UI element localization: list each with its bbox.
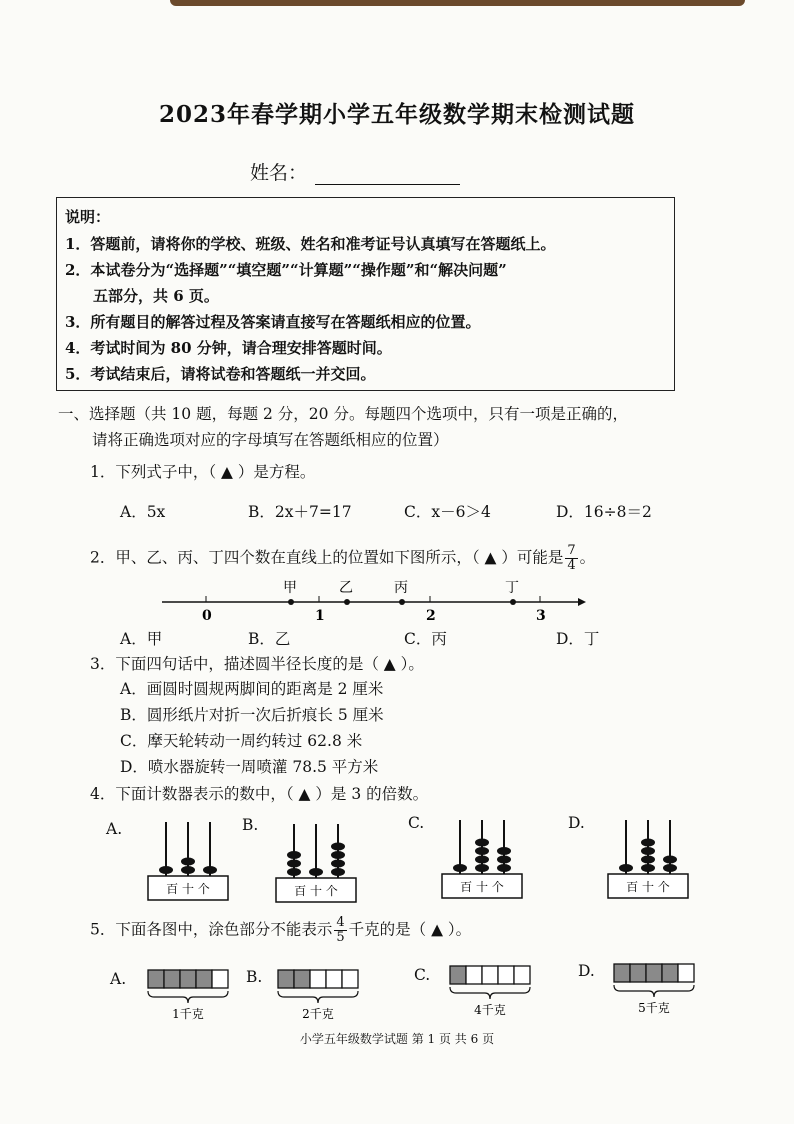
number-line bbox=[150, 574, 590, 626]
q4-label-c[interactable]: C. bbox=[408, 814, 425, 832]
point-ding bbox=[510, 599, 516, 605]
abacus-bead bbox=[181, 858, 195, 866]
abacus-bead bbox=[475, 847, 489, 855]
abacus-d bbox=[606, 816, 690, 902]
abacus-bead bbox=[475, 839, 489, 847]
bar-cell bbox=[678, 964, 694, 982]
q3-option-a[interactable]: A．画圆时圆规两脚间的距离是 2 厘米 bbox=[120, 680, 384, 698]
q3-option-d[interactable]: D．喷水器旋转一周喷灌 78.5 平方米 bbox=[120, 758, 379, 776]
instruction-item: 5．考试结束后，请将试卷和答题纸一并交回。 bbox=[65, 365, 376, 383]
q2-fraction bbox=[565, 544, 577, 573]
abacus-bead bbox=[309, 868, 323, 876]
bar-cell bbox=[148, 970, 164, 988]
abacus-a bbox=[146, 818, 230, 904]
abacus-bead bbox=[497, 856, 511, 864]
q2-stem bbox=[90, 544, 595, 573]
weight-diagram-a bbox=[146, 966, 236, 1026]
q1-option-d[interactable]: D．16÷8＝2 bbox=[556, 503, 652, 521]
q4-stem: 4．下面计数器表示的数中，（ ▲ ）是 3 的倍数。 bbox=[90, 785, 429, 803]
abacus-place-label: 百 十 个 bbox=[294, 884, 338, 898]
instruction-item: 4．考试时间为 80 分钟，请合理安排答题时间。 bbox=[65, 339, 392, 357]
bar-cell bbox=[630, 964, 646, 982]
q5-label-a[interactable]: A. bbox=[110, 970, 127, 988]
name-blank-line[interactable] bbox=[315, 166, 460, 185]
q5-frac-numerator: 4 bbox=[336, 915, 345, 930]
abacus-bead bbox=[287, 851, 301, 859]
bar-cell bbox=[662, 964, 678, 982]
q3-option-c[interactable]: C．摩天轮转动一周约转过 62.8 米 bbox=[120, 732, 363, 750]
q1-option-c[interactable]: C．x－6＞4 bbox=[404, 503, 491, 521]
bar-cell bbox=[646, 964, 662, 982]
bar-weight-label: 5千克 bbox=[638, 1001, 670, 1015]
bar-cell bbox=[342, 970, 358, 988]
bar-cell bbox=[466, 966, 482, 984]
bar-weight-label: 4千克 bbox=[474, 1003, 506, 1017]
abacus-bead bbox=[159, 866, 173, 874]
bar-brace bbox=[614, 985, 694, 997]
q5-fraction bbox=[334, 916, 346, 945]
abacus-bead bbox=[619, 864, 633, 872]
instructions-box bbox=[56, 197, 675, 391]
abacus-bead bbox=[331, 851, 345, 859]
point-jia bbox=[288, 599, 294, 605]
abacus-bead bbox=[287, 860, 301, 868]
abacus-bead bbox=[331, 843, 345, 851]
name-field[interactable] bbox=[250, 158, 460, 185]
abacus-bead bbox=[497, 864, 511, 872]
bar-weight-label: 2千克 bbox=[302, 1007, 334, 1021]
q4-label-a[interactable]: A. bbox=[106, 820, 123, 838]
q2-stem-text: 2．甲、乙、丙、丁四个数在直线上的位置如下图所示，（ ▲ ）可能是 bbox=[90, 548, 564, 567]
point-label-yi: 乙 bbox=[339, 580, 353, 596]
tick-label-1: 1 bbox=[315, 608, 325, 624]
abacus-c bbox=[440, 816, 524, 902]
bar-cell bbox=[212, 970, 228, 988]
q2-stem-end: 。 bbox=[579, 548, 596, 567]
q2-option-c[interactable]: C．丙 bbox=[404, 630, 447, 648]
abacus-place-label: 百 十 个 bbox=[166, 882, 210, 896]
bar-cell bbox=[514, 966, 530, 984]
q5-stem-end: 千克的是（ ▲ ）。 bbox=[348, 920, 472, 939]
abacus-bead bbox=[663, 856, 677, 864]
point-label-ding: 丁 bbox=[505, 580, 519, 596]
abacus-bead bbox=[331, 868, 345, 876]
q1-option-b[interactable]: B．2x＋7=17 bbox=[248, 503, 352, 521]
bar-cell bbox=[326, 970, 342, 988]
abacus-bead bbox=[663, 864, 677, 872]
q2-frac-numerator: 7 bbox=[567, 543, 576, 558]
bar-weight-label: 1千克 bbox=[172, 1007, 204, 1021]
bar-brace bbox=[148, 991, 228, 1003]
bar-cell bbox=[614, 964, 630, 982]
q5-label-b[interactable]: B. bbox=[246, 968, 263, 986]
tick-label-0: 0 bbox=[202, 608, 212, 624]
abacus-bead bbox=[497, 847, 511, 855]
q2-option-d[interactable]: D．丁 bbox=[556, 630, 600, 648]
weight-diagram-b bbox=[276, 966, 366, 1026]
instruction-item: 2．本试卷分为“选择题”“填空题”“计算题”“操作题”和“解决问题” bbox=[65, 261, 507, 279]
q2-option-b[interactable]: B．乙 bbox=[248, 630, 291, 648]
weight-diagram-d bbox=[612, 960, 708, 1020]
bar-cell bbox=[498, 966, 514, 984]
bar-brace bbox=[450, 987, 530, 999]
page-footer: 小学五年级数学试题 第 1 页 共 6 页 bbox=[299, 1032, 495, 1046]
bar-cell bbox=[196, 970, 212, 988]
abacus-bead bbox=[641, 839, 655, 847]
q4-label-d[interactable]: D. bbox=[568, 814, 585, 832]
tick-label-3: 3 bbox=[536, 608, 546, 624]
q4-label-b[interactable]: B. bbox=[242, 816, 259, 834]
bar-brace bbox=[278, 991, 358, 1003]
q1-stem: 1．下列式子中，（ ▲ ）是方程。 bbox=[90, 463, 316, 481]
abacus-bead bbox=[287, 868, 301, 876]
top-edge-bar bbox=[170, 0, 745, 6]
q2-frac-denominator: 4 bbox=[567, 558, 576, 573]
abacus-bead bbox=[453, 864, 467, 872]
abacus-bead bbox=[203, 866, 217, 874]
point-bing bbox=[399, 599, 405, 605]
abacus-bead bbox=[181, 866, 195, 874]
bar-cell bbox=[450, 966, 466, 984]
instruction-item: 3．所有题目的解答过程及答案请直接写在答题纸相应的位置。 bbox=[65, 313, 481, 331]
abacus-place-label: 百 十 个 bbox=[460, 880, 504, 894]
abacus-bead bbox=[641, 856, 655, 864]
weight-diagram-c bbox=[448, 962, 538, 1022]
instruction-item: 五部分，共 6 页。 bbox=[93, 287, 219, 305]
q5-label-c[interactable]: C. bbox=[414, 966, 431, 984]
q5-label-d[interactable]: D. bbox=[578, 962, 595, 980]
section-heading: 一、选择题（共 10 题，每题 2 分，20 分。每题四个选项中，只有一项是正确的， bbox=[58, 405, 628, 423]
q3-stem: 3．下面四句话中，描述圆半径长度的是（ ▲ ）。 bbox=[90, 655, 424, 673]
abacus-b bbox=[274, 820, 358, 906]
bar-cell bbox=[482, 966, 498, 984]
abacus-bead bbox=[475, 864, 489, 872]
point-yi bbox=[344, 599, 350, 605]
point-label-bing: 丙 bbox=[394, 580, 408, 596]
bar-cell bbox=[180, 970, 196, 988]
page-title: 2023年春学期小学五年级数学期末检测试题 bbox=[158, 101, 635, 128]
abacus-place-label: 百 十 个 bbox=[626, 880, 670, 894]
q1-option-a[interactable]: A．5x bbox=[120, 503, 166, 521]
point-label-jia: 甲 bbox=[283, 580, 297, 596]
q2-option-a[interactable]: A．甲 bbox=[120, 630, 163, 648]
abacus-bead bbox=[331, 860, 345, 868]
q5-frac-denominator: 5 bbox=[336, 930, 345, 945]
instructions-heading: 说明： bbox=[65, 208, 111, 226]
abacus-bead bbox=[641, 847, 655, 855]
bar-cell bbox=[164, 970, 180, 988]
bar-cell bbox=[278, 970, 294, 988]
abacus-bead bbox=[475, 856, 489, 864]
bar-cell bbox=[294, 970, 310, 988]
q3-option-b[interactable]: B．圆形纸片对折一次后折痕长 5 厘米 bbox=[120, 706, 384, 724]
tick-label-2: 2 bbox=[426, 608, 436, 624]
section-heading-cont: 请将正确选项对应的字母填写在答题纸相应的位置） bbox=[92, 431, 449, 449]
number-line-arrow bbox=[578, 598, 586, 606]
instruction-item: 1．答题前，请将你的学校、班级、姓名和准考证号认真填写在答题纸上。 bbox=[65, 235, 556, 253]
q5-stem bbox=[90, 916, 471, 945]
bar-cell bbox=[310, 970, 326, 988]
abacus-bead bbox=[641, 864, 655, 872]
q5-stem-text: 5．下面各图中，涂色部分不能表示 bbox=[90, 920, 333, 939]
name-label: 姓名： bbox=[250, 162, 308, 184]
